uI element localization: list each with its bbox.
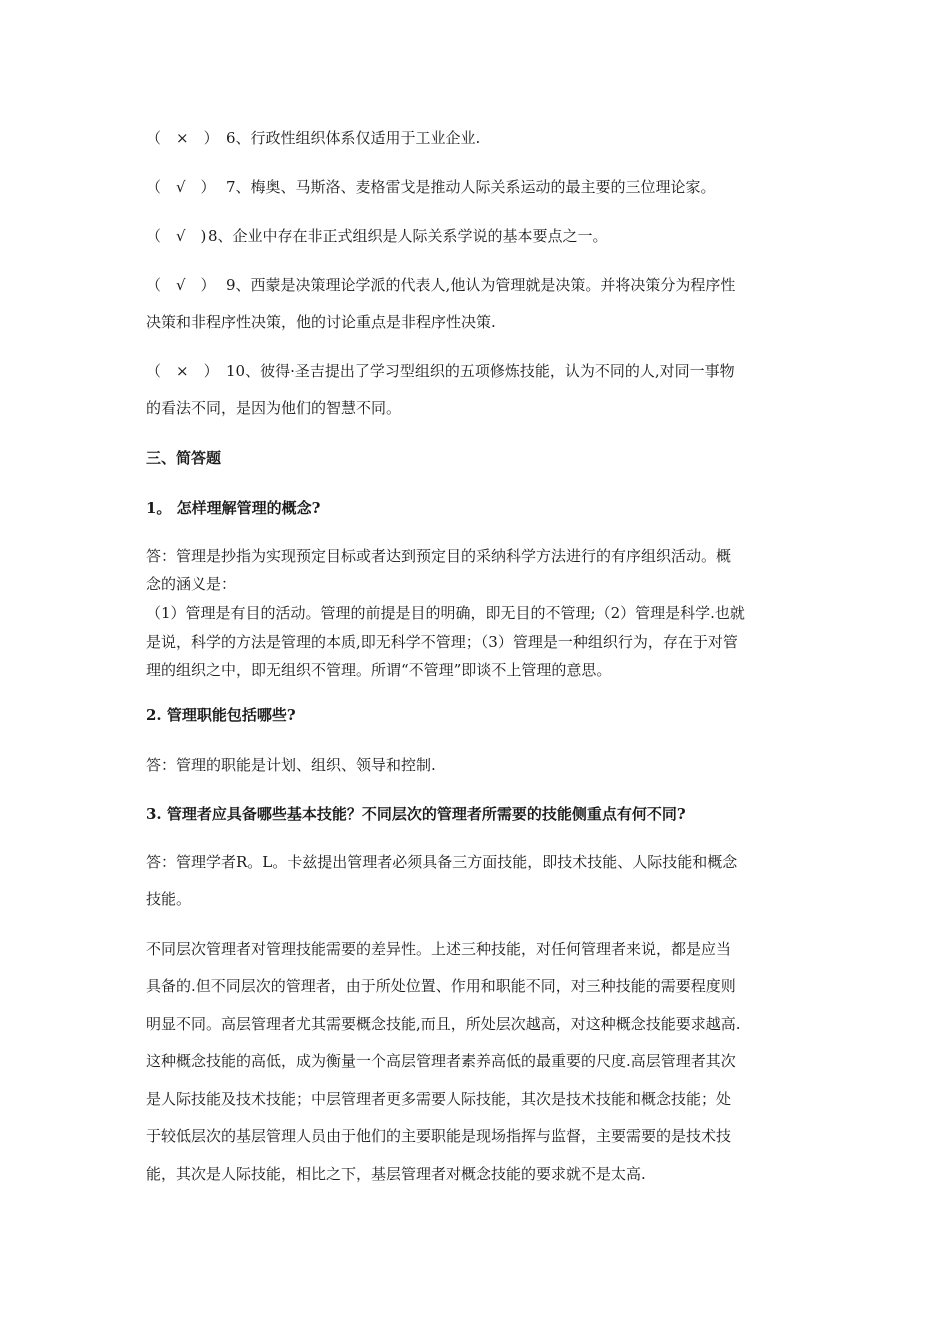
q1-answer-line: （1）管理是有目的活动。管理的前提是目的明确，即无目的不管理;（2）管理是科学.也就 — [146, 604, 745, 622]
tf-text: 7、梅奥、马斯洛、麦格雷戈是推动人际关系运动的最主要的三位理论家。 — [226, 178, 716, 196]
tf-item-9 — [146, 275, 806, 295]
tf-mark: （ × ） — [146, 362, 219, 380]
tf-mark: （ × ） — [146, 129, 219, 147]
question-2-title: 2. 管理职能包括哪些? — [146, 706, 296, 724]
q3-paragraph-line: 明显不同。高层管理者尤其需要概念技能,而且，所处层次越高，对这种概念技能要求越高. — [146, 1015, 741, 1033]
q3-paragraph-line: 能，其次是人际技能，相比之下，基层管理者对概念技能的要求就不是太高. — [146, 1165, 646, 1183]
tf-item-6 — [146, 128, 806, 148]
tf-text: 9、西蒙是决策理论学派的代表人,他认为管理就是决策。并将决策分为程序性 — [226, 276, 736, 294]
tf-mark: （ √ ） — [146, 276, 216, 294]
tf-text: 8、企业中存在非正式组织是人际关系学说的基本要点之一。 — [208, 227, 608, 245]
tf-text: 6、行政性组织体系仅适用于工业企业. — [226, 129, 481, 147]
q3-paragraph-line: 不同层次管理者对管理技能需要的差异性。上述三种技能，对任何管理者来说，都是应当 — [146, 940, 732, 958]
question-1-title: 1。 怎样理解管理的概念? — [146, 499, 321, 517]
tf-mark: （ √ ） — [146, 178, 216, 196]
q3-paragraph-line: 于较低层次的基层管理人员由于他们的主要职能是现场指挥与监督，主要需要的是技术技 — [146, 1127, 732, 1145]
q3-answer-line: 答：管理学者R。L。卡兹提出管理者必须具备三方面技能，即技术技能、人际技能和概念 — [146, 853, 738, 871]
q3-paragraph-line: 这种概念技能的高低，成为衡量一个高层管理者素养高低的最重要的尺度.高层管理者其次 — [146, 1052, 736, 1070]
tf-mark: （ √ ) — [146, 227, 207, 245]
q1-answer-line: 答：管理是抄指为实现预定目标或者达到预定目的采纳科学方法进行的有序组织活动。概 — [146, 547, 732, 565]
tf-item-10 — [146, 361, 806, 381]
q1-answer-line: 念的涵义是： — [146, 575, 237, 593]
q2-answer: 答：管理的职能是计划、组织、领导和控制. — [146, 756, 436, 774]
tf-item-10-cont: 的看法不同，是因为他们的智慧不同。 — [146, 399, 402, 417]
q3-answer-line: 技能。 — [146, 890, 192, 908]
q1-answer-line: 理的组织之中，即无组织不管理。所谓“不管理”即谈不上管理的意思。 — [146, 661, 612, 679]
q3-paragraph-line: 具备的.但不同层次的管理者，由于所处位置、作用和职能不同，对三种技能的需要程度则 — [146, 977, 736, 995]
section-title: 三、简答题 — [146, 449, 222, 467]
tf-text: 10、彼得·圣吉提出了学习型组织的五项修炼技能，认为不同的人,对同一事物 — [226, 362, 735, 380]
tf-item-9-cont: 决策和非程序性决策，他的讨论重点是非程序性决策. — [146, 313, 496, 331]
tf-item-8 — [146, 226, 806, 246]
q1-answer-line: 是说，科学的方法是管理的本质,即无科学不管理；（3）管理是一种组织行为，存在于对管 — [146, 633, 738, 651]
tf-item-7 — [146, 177, 806, 197]
q3-paragraph-line: 是人际技能及技术技能；中层管理者更多需要人际技能，其次是技术技能和概念技能；处 — [146, 1090, 732, 1108]
question-3-title: 3. 管理者应具备哪些基本技能？不同层次的管理者所需要的技能侧重点有何不同? — [146, 805, 686, 823]
